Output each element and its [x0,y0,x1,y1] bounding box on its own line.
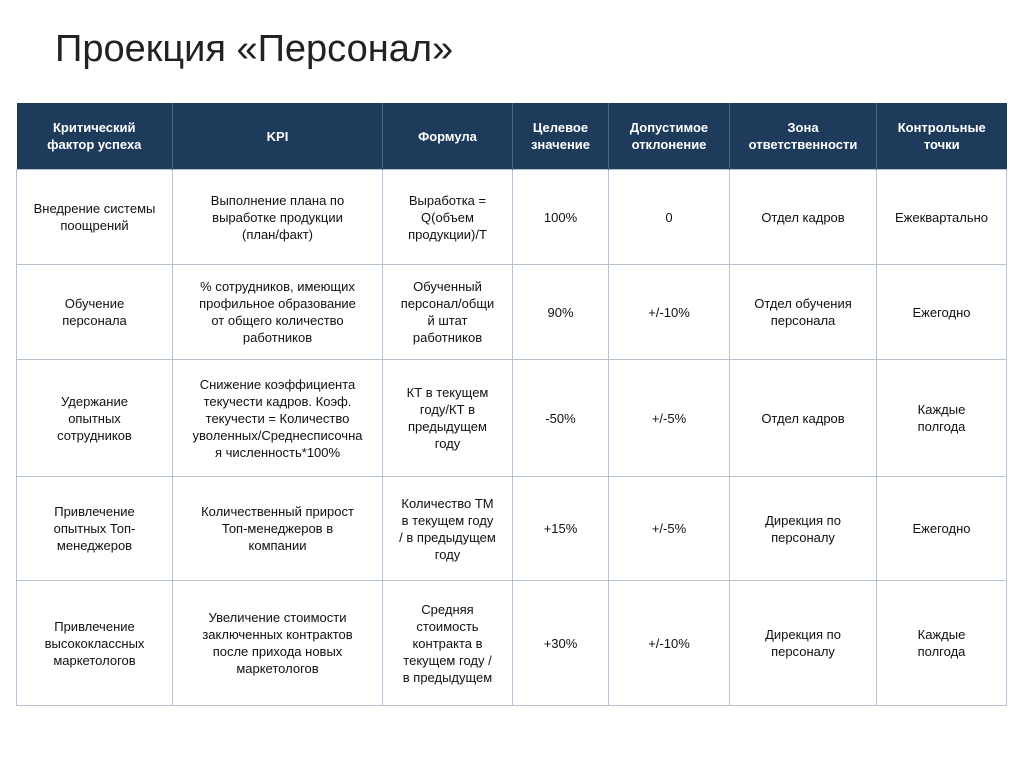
cell-checkpoints: Каждые полгода [877,581,1007,706]
header-formula: Формула [383,103,513,170]
cell-responsibility: Отдел кадров [730,170,877,265]
cell-checkpoints: Ежегодно [877,477,1007,581]
cell-kpi: % сотрудников, имеющих профильное образование от общего количество работников [173,265,383,360]
cell-deviation: +/-10% [609,265,730,360]
cell-formula: Количество ТМ в текущем году / в предыдущем году [383,477,513,581]
header-target: Целевое значение [513,103,609,170]
table-row [17,170,1007,265]
table-row [17,477,1007,581]
cell-target: 100% [513,170,609,265]
cell-factor: Удержание опытных сотрудников [17,360,173,477]
cell-responsibility: Дирекция по персоналу [730,581,877,706]
cell-deviation: +/-5% [609,477,730,581]
page-title: Проекция «Персонал» [55,28,454,70]
table-header-row [17,103,1007,170]
table-row [17,265,1007,360]
table-row [17,581,1007,706]
cell-factor: Привлечение опытных Топ- менеджеров [17,477,173,581]
cell-factor: Привлечение высококлассных маркетологов [17,581,173,706]
cell-formula: КТ в текущем году/КТ в предыдущем году [383,360,513,477]
table-row [17,360,1007,477]
cell-deviation: +/-10% [609,581,730,706]
cell-factor: Внедрение системы поощрений [17,170,173,265]
cell-target: +30% [513,581,609,706]
cell-responsibility: Отдел обучения персонала [730,265,877,360]
cell-responsibility: Дирекция по персоналу [730,477,877,581]
cell-kpi: Количественный прирост Топ-менеджеров в компании [173,477,383,581]
header-factor: Критический фактор успеха [17,103,173,170]
cell-deviation: +/-5% [609,360,730,477]
cell-factor: Обучение персонала [17,265,173,360]
cell-target: +15% [513,477,609,581]
cell-responsibility: Отдел кадров [730,360,877,477]
header-kpi: KPI [173,103,383,170]
header-responsibility: Зона ответственности [730,103,877,170]
kpi-table [16,103,1007,706]
cell-formula: Выработка = Q(объем продукции)/Т [383,170,513,265]
cell-checkpoints: Каждые полгода [877,360,1007,477]
cell-checkpoints: Ежеквартально [877,170,1007,265]
cell-kpi: Выполнение плана по выработке продукции (план/факт) [173,170,383,265]
cell-checkpoints: Ежегодно [877,265,1007,360]
cell-formula: Обученный персонал/общи й штат работников [383,265,513,360]
cell-deviation: 0 [609,170,730,265]
cell-formula: Средняя стоимость контракта в текущем году / в предыдущем [383,581,513,706]
header-deviation: Допустимое отклонение [609,103,730,170]
cell-kpi: Снижение коэффициента текучести кадров. Коэф. текучести = Количество уволенных/Среднесписочна я численность*100% [173,360,383,477]
cell-target: -50% [513,360,609,477]
header-checkpoints: Контрольные точки [877,103,1007,170]
cell-kpi: Увеличение стоимости заключенных контрактов после прихода новых маркетологов [173,581,383,706]
cell-target: 90% [513,265,609,360]
